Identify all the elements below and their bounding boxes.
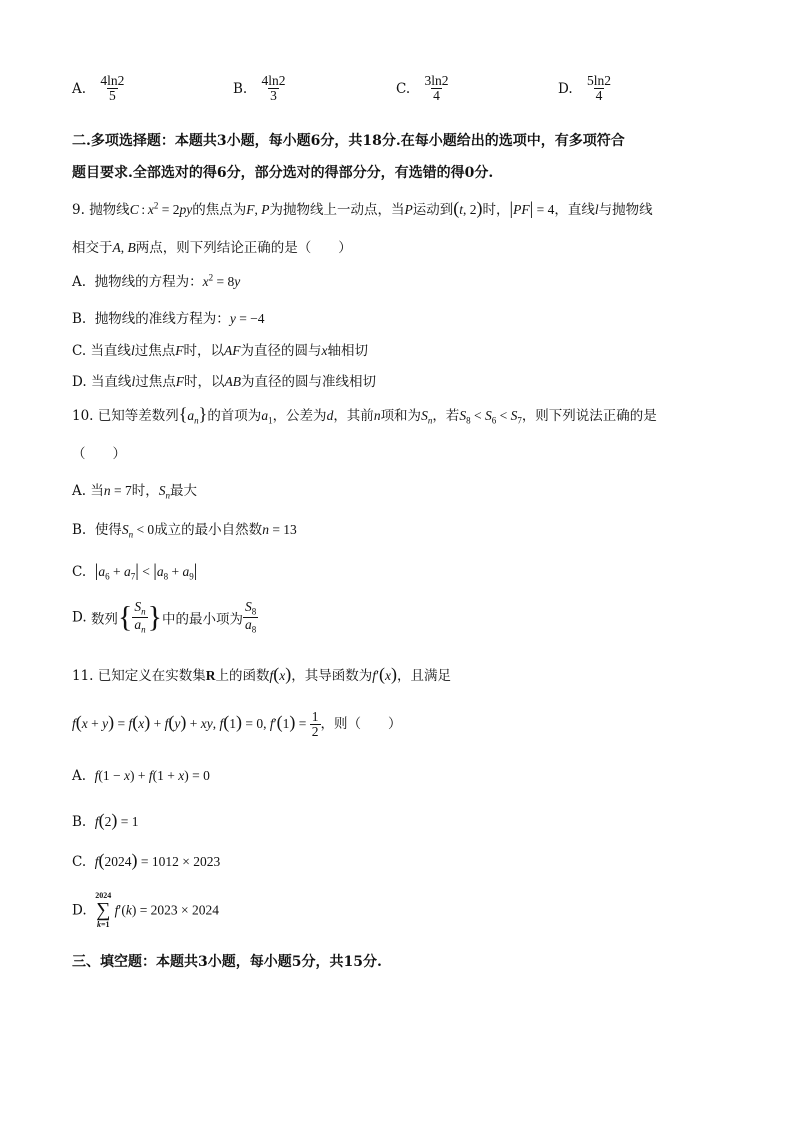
q10-option-a: A. 当n = 7时，$S_n$最大 xyxy=(72,483,197,501)
option-fraction: $\frac{4\ln 2}{3}$ xyxy=(261,73,286,104)
q8-option-b xyxy=(233,74,288,103)
option-fraction: $\frac{4\ln 2}{5}$ xyxy=(100,73,125,104)
q11-option-a: A. f(1 − x) + f(1 + x) = 0 xyxy=(72,768,210,784)
q10-paren: （ ） xyxy=(72,446,126,462)
q10-option-d: D. 数列{ $\frac{S_n}{a_n}$ }中的最小项为 $\frac{S_8}{a_8}$ xyxy=(72,599,257,635)
q10-option-b: B. 使得$S_n < 0$成立的最小自然数n = 13 xyxy=(72,522,297,540)
q11-equation: f(x + y) = f(x) + f(y) + xy, f(1) = 0, f′(1) = $\frac{1}{2}$ ，则（ ） xyxy=(72,709,402,740)
section-3-heading: 三、填空题：本题共3小题，每小题5分，共15分. xyxy=(72,954,382,970)
option-fraction: $\frac{5\ln 2}{4}$ xyxy=(586,73,611,104)
option-label: B. xyxy=(233,80,248,97)
q9-option-c: C. 当直线l过焦点F时，以AF为直径的圆与x轴相切 xyxy=(72,343,368,359)
q9-option-d: D. 当直线l过焦点F时，以AB为直径的圆与准线相切 xyxy=(72,374,376,390)
q10-option-c: C. $|a_6 + a_7| < |a_8 + a_9|$ xyxy=(72,560,198,582)
section-2-heading-line-1: 二.多项选择题：本题共3小题，每小题6分，共18分.在每小题给出的选项中，有多项符合 xyxy=(72,133,625,149)
section-2-heading-line-2: 题目要求.全部选对的得6分，部分选对的得部分分，有选错的得0分. xyxy=(72,165,494,181)
q11-stem-line-1: 11. 已知定义在实数集R上的函数f(x)，其导函数为f′(x)，且满足 xyxy=(72,664,452,684)
q9-stem-line-1: 9. 抛物线C : $x^2 = 2py$的焦点为F, P为抛物线上一动点，当P运动到(t, 2)时，|PF| = 4，直线l与抛物线 xyxy=(72,198,653,218)
option-label: D. xyxy=(558,80,573,97)
option-fraction: $\frac{3\ln 2}{4}$ xyxy=(424,73,449,104)
q9-option-a: A. 抛物线的方程为：$x^2 = 8y$ xyxy=(72,272,241,290)
q10-stem-line-1: 10. 已知等差数列$\{a_n\}$的首项为$a_1$，公差为d，其前n项和为$S_n$，若$S_8 < S_6 < S_7$，则下列说法正确的是 xyxy=(72,404,657,426)
q9-option-b: B. 抛物线的准线方程为：y = −4 xyxy=(72,311,265,327)
q8-option-a xyxy=(72,74,126,103)
q11-option-c: C. f(2024) = 1012 × 2023 xyxy=(72,850,221,870)
q8-option-d xyxy=(558,74,613,103)
option-label: A. xyxy=(72,80,87,97)
q11-option-b: B. f(2) = 1 xyxy=(72,810,139,830)
q8-option-c xyxy=(396,74,450,103)
q11-option-d: D. 2024 ∑ k=1 f′(k) = 2023 × 2024 xyxy=(72,891,220,929)
option-label: C. xyxy=(396,80,411,97)
q9-stem-line-2: 相交于A, B两点，则下列结论正确的是（ ） xyxy=(72,240,352,256)
